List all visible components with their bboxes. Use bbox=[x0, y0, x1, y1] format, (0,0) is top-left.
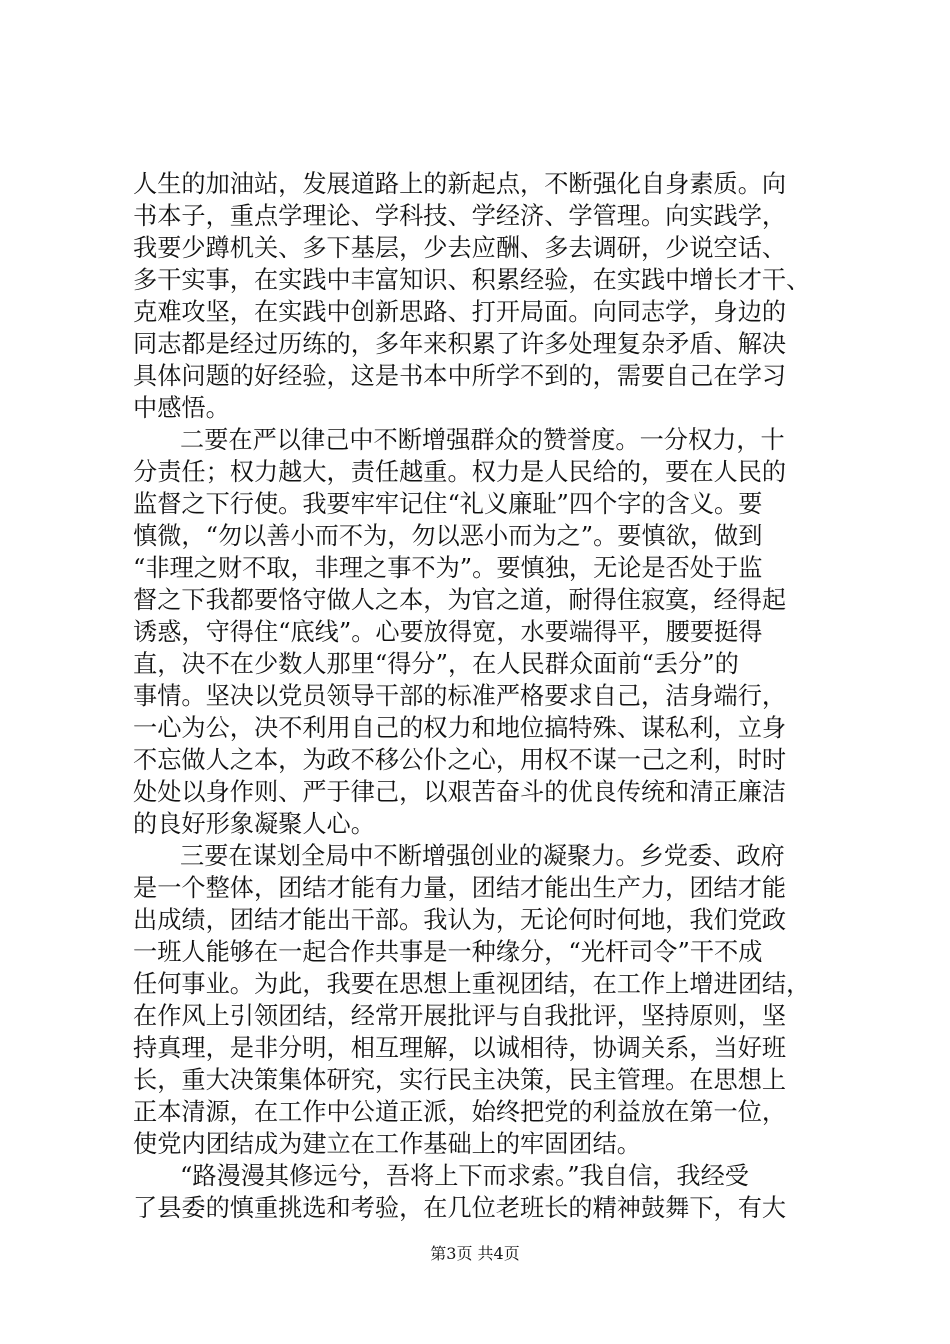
text-line: 出成绩，团结才能出干部。我认为，无论何时何地，我们党政 bbox=[133, 906, 787, 934]
text-line: 中感悟。 bbox=[133, 394, 230, 422]
body-text bbox=[133, 168, 823, 1224]
text-line: 慎微，“勿以善小而不为，勿以恶小而为之”。要慎欲，做到 bbox=[133, 522, 763, 550]
paragraph-start-line: 三要在谋划全局中不断增强创业的凝聚力。乡党委、政府 bbox=[180, 842, 785, 870]
text-line: 直，决不在少数人那里“得分”，在人民群众面前“丢分”的 bbox=[133, 650, 739, 678]
text-line: 使党内团结成为建立在工作基础上的牢固团结。 bbox=[133, 1130, 641, 1158]
text-line: 一班人能够在一起合作共事是一种缘分，“光杆司令”干不成 bbox=[133, 938, 763, 966]
text-line: 我要少蹲机关、多下基层，少去应酬、多去调研，少说空话、 bbox=[133, 234, 787, 262]
text-line: 不忘做人之本，为政不移公仆之心，用权不谋一己之利，时时 bbox=[133, 746, 787, 774]
text-line: 一心为公，决不利用自己的权力和地位搞特殊、谋私利，立身 bbox=[133, 714, 787, 742]
text-line: 同志都是经过历练的，多年来积累了许多处理复杂矛盾、解决 bbox=[133, 330, 787, 358]
text-line: 处处以身作则、严于律己，以艰苦奋斗的优良传统和清正廉洁 bbox=[133, 778, 787, 806]
text-line: 书本子，重点学理论、学科技、学经济、学管理。向实践学， bbox=[133, 202, 787, 230]
paragraph-start-line: 二要在严以律己中不断增强群众的赞誉度。一分权力，十 bbox=[180, 426, 785, 454]
text-line: 事情。坚决以党员领导干部的标准严格要求自己，洁身端行， bbox=[133, 682, 787, 710]
text-line: “非理之财不取，非理之事不为”。要慎独，无论是否处于监 bbox=[133, 554, 763, 582]
text-line: 诱惑，守得住“底线”。心要放得宽，水要端得平，腰要挺得 bbox=[133, 618, 763, 646]
text-line: 的良好形象凝聚人心。 bbox=[133, 810, 375, 838]
text-line: 具体问题的好经验，这是书本中所学不到的，需要自己在学习 bbox=[133, 362, 787, 390]
text-line: 任何事业。为此，我要在思想上重视团结，在工作上增进团结， bbox=[133, 970, 811, 998]
page-number: 第3页 共4页 bbox=[430, 1244, 520, 1263]
text-line: 克难攻坚，在实践中创新思路、打开局面。向同志学，身边的 bbox=[133, 298, 787, 326]
text-line: 正本清源，在工作中公道正派，始终把党的利益放在第一位， bbox=[133, 1098, 787, 1126]
text-line: 分责任；权力越大，责任越重。权力是人民给的，要在人民的 bbox=[133, 458, 787, 486]
text-line: 持真理，是非分明，相互理解，以诚相待，协调关系，当好班 bbox=[133, 1034, 787, 1062]
text-line: 了县委的慎重挑选和考验，在几位老班长的精神鼓舞下，有大 bbox=[133, 1194, 787, 1222]
text-line: 是一个整体，团结才能有力量，团结才能出生产力，团结才能 bbox=[133, 874, 787, 902]
text-line: 长，重大决策集体研究，实行民主决策，民主管理。在思想上 bbox=[133, 1066, 787, 1094]
text-line: 人生的加油站，发展道路上的新起点，不断强化自身素质。向 bbox=[133, 170, 787, 198]
text-line: 督之下我都要恪守做人之本，为官之道，耐得住寂寞，经得起 bbox=[133, 586, 787, 614]
text-line: 在作风上引领团结，经常开展批评与自我批评，坚持原则，坚 bbox=[133, 1002, 787, 1030]
text-line: 监督之下行使。我要牢牢记住“礼义廉耻”四个字的含义。要 bbox=[133, 490, 763, 518]
paragraph-start-line: “路漫漫其修远兮，吾将上下而求索。”我自信，我经受 bbox=[180, 1162, 749, 1190]
text-line: 多干实事，在实践中丰富知识、积累经验，在实践中增长才干、 bbox=[133, 266, 811, 294]
